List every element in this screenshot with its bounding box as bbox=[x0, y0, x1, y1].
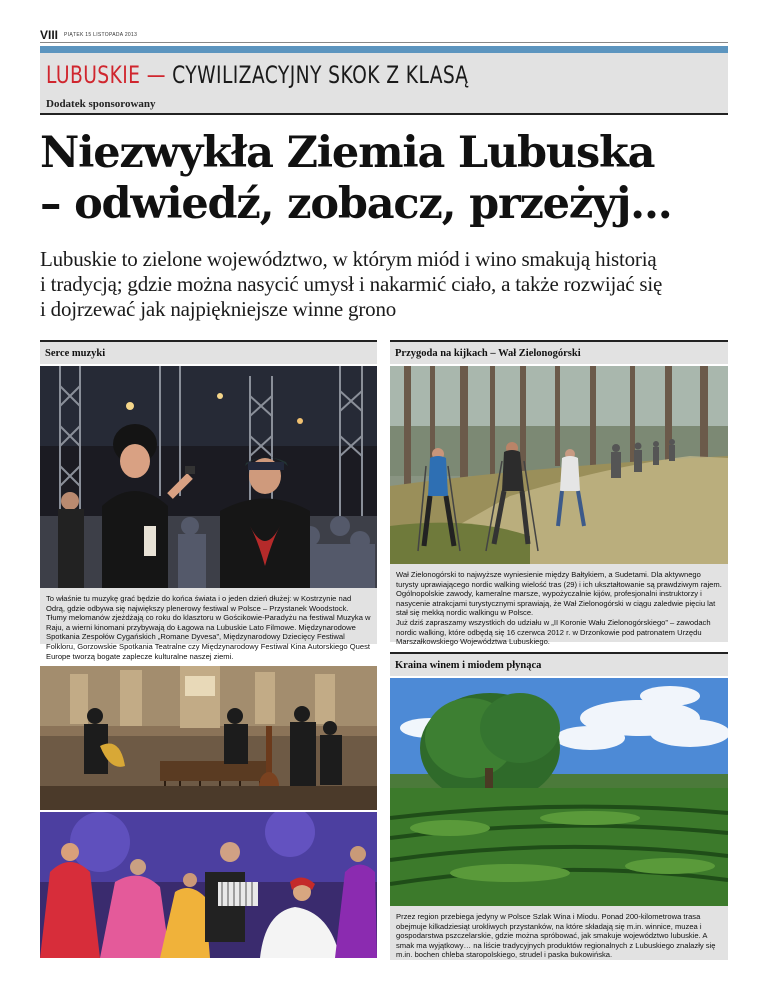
music-caption bbox=[40, 588, 377, 661]
lead-line: i dojrzewać jak najpiękniejsze winne grono bbox=[40, 297, 397, 321]
headline bbox=[40, 128, 740, 230]
headline-line: Niezwykła Ziemia Lubuska bbox=[40, 128, 655, 178]
section-band bbox=[40, 53, 728, 115]
caption-text: To właśnie tu muzykę grać będzie do końca świata i o jeden dzień dłużej: w Kostrzynie nad Odrą, gdzie odbywa się największy plenerowy festiwal w Polsce – Przystanek Woodstock. Tłumy melomanów zjeżdżają co roku do klasztoru w Gościkowie-Paradyżu na festiwal Muzyka w Raju, a wierni kinomani przybywają do Łagowa na Lubuskie Lato Filmowe. Międzynarodowe Spotkania Zespołów Cygańskich „Romane Dyvesa”, Międzynarodowy Dziecięcy Festiwal Folkloru, Gorzowskie Spotkania Teatralne czy Międzynarodowy Festiwal Kina Autorskiego Quest Europe tworzą bogate zaplecze kulturalne naszej ziemi. bbox=[46, 594, 371, 661]
walking-box-label: Przygoda na kijkach – Wał Zielonogórski bbox=[395, 348, 581, 359]
section-title bbox=[46, 61, 468, 89]
folk-dancers-photo bbox=[40, 812, 377, 958]
page-number: VIII bbox=[40, 28, 59, 42]
concert-hall-photo bbox=[40, 666, 377, 810]
sponsored-label: Dodatek sponsorowany bbox=[46, 98, 156, 110]
music-box-label: Serce muzyki bbox=[45, 348, 106, 359]
caption-text: Wał Zielonogórski to najwyższe wyniesienie między Bałtykiem, a Sudetami. Dla aktywnego turysty uprawiającego nordic walking wielość tras (29) i ich ukształtowanie są prawdziwym rajem. Ogólnopolskie zawody, kameralne marsze, wypożyczalnie kijów, profesjonalni instruktorzy i nasycenie atrakcjami turystycznymi sprawiają, że Wał Zielonogórski w ciągu zaledwie pięciu lat stał się mekką nordic walkingu w Polsce. bbox=[396, 570, 722, 618]
blue-band bbox=[40, 46, 728, 53]
walking-caption bbox=[390, 564, 728, 647]
lead-line: Lubuskie to zielone województwo, w którym miód i wino smakują historią bbox=[40, 247, 657, 271]
caption-text: Już dziś zapraszamy wszystkich do udziału w „II Koronie Wału Zielonogórskiego” – zawodach nordic walking, które odbędą się 16 czerwca 2012 r. w Drzonkowie pod patronatem Urzędu Marszałkowskiego Województwa Lubuskiego. bbox=[396, 617, 711, 647]
section-title-region: LUBUSKIE — bbox=[46, 61, 166, 89]
section-title-slogan: CYWILIZACYJNY SKOK Z KLASĄ bbox=[172, 61, 469, 89]
vineyard-photo bbox=[390, 678, 728, 906]
page-header bbox=[40, 28, 728, 42]
headline-line: – odwiedź, zobacz, przeżyj... bbox=[40, 179, 672, 229]
page-meta: PIĄTEK 15 LISTOPADA 2013 bbox=[64, 32, 138, 38]
lead-paragraph bbox=[40, 247, 740, 322]
concert-stage-photo bbox=[40, 366, 377, 588]
wine-box-label: Kraina winem i miodem płynąca bbox=[395, 660, 542, 671]
wine-caption bbox=[390, 906, 728, 960]
header-rule bbox=[40, 42, 728, 43]
caption-text: Przez region przebiega jedyny w Polsce Szlak Wina i Miodu. Ponad 200-kilometrowa trasa obejmuje kilkadziesiąt urokliwych przystanków, na które składają się m.in. winnice, muzea i gospodarstwa pszczelarskie, gdzie można spróbować, jak smakuje województwo lubuskie. A smak ma wyjątkowy… na liście tradycyjnych produktów regionalnych z Lubuskiego znalazły się m.in. bochen chleba staropolskiego, strudel i paska bukowińska. bbox=[396, 912, 716, 960]
nordic-walking-photo bbox=[390, 366, 728, 564]
lead-line: i tradycją; gdzie można nasycić umysł i nakarmić ciało, a także rozwijać się bbox=[40, 272, 663, 296]
